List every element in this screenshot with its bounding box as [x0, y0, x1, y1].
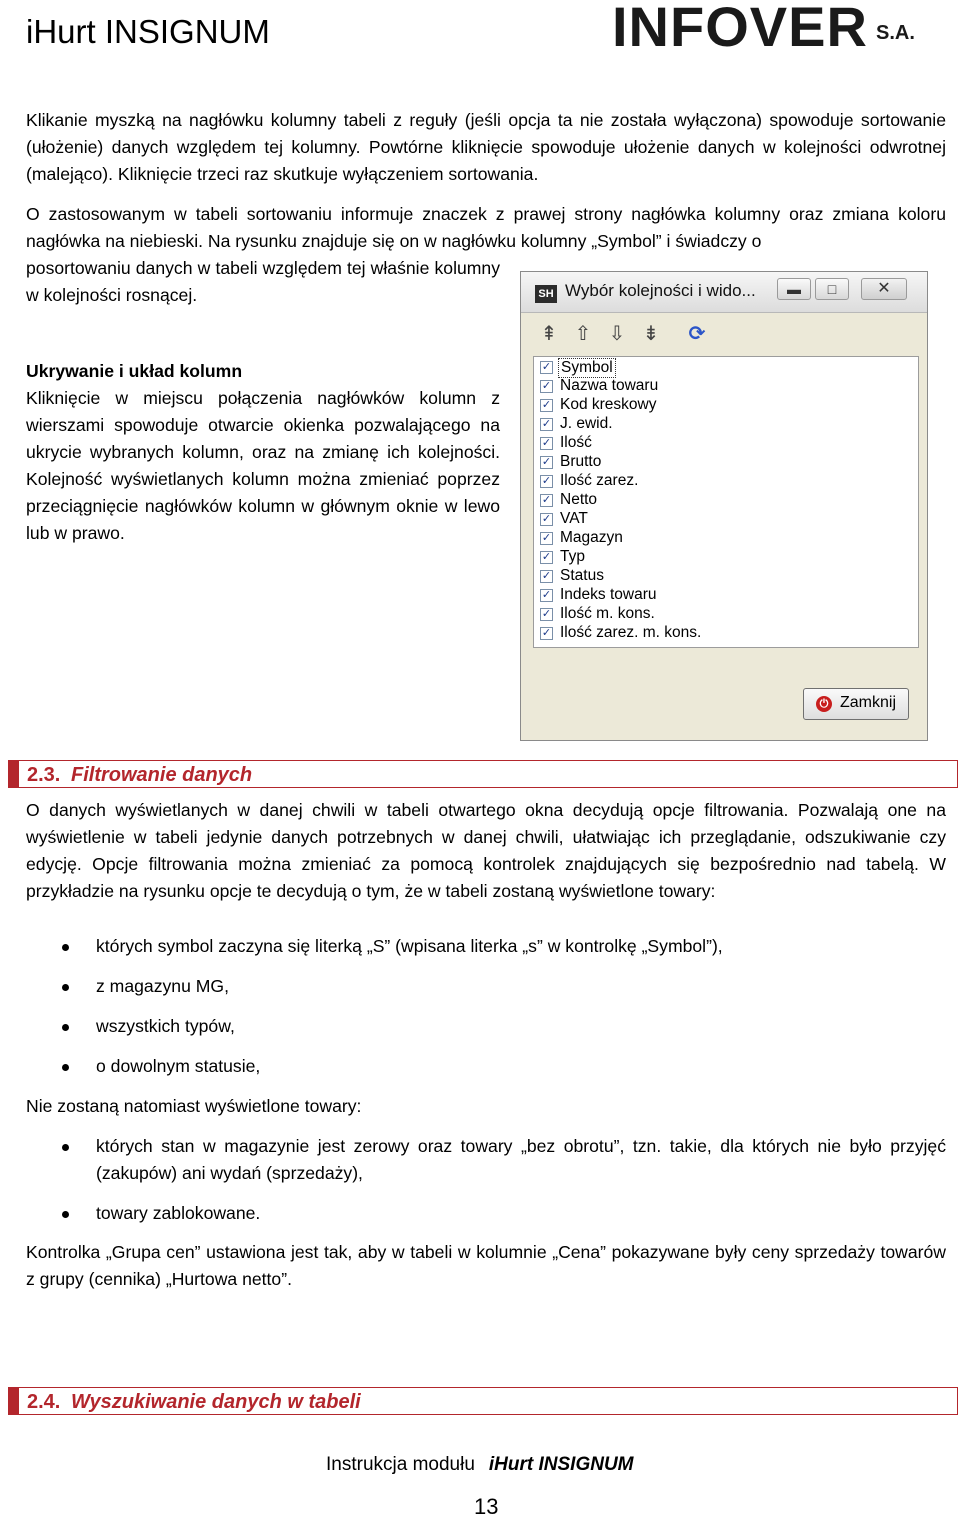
section-marker	[9, 761, 19, 787]
move-bottom-icon[interactable]: ⇟	[642, 323, 660, 345]
list-item-label: Ilość zarez. m. kons.	[560, 624, 702, 641]
list-item-text: z magazynu MG,	[96, 976, 229, 996]
checkbox[interactable]: ✓	[541, 551, 552, 563]
shown-items-list	[26, 933, 946, 1080]
section-number: 2.3.	[27, 764, 61, 786]
list-item	[26, 1133, 946, 1187]
section-title: Filtrowanie danych	[71, 764, 253, 786]
list-item-label: Ilość	[560, 434, 592, 451]
checkbox[interactable]: ✓	[541, 608, 552, 620]
list-item-label: Ilość zarez.	[560, 472, 639, 489]
paragraph-filtering: O danych wyświetlanych w danej chwili w tabeli otwartego okna decydują opcje filtrowania. Pozwalają one na wyświetlenie w tabeli jedynie danych potrzebnych w danej chwili, ułatwiając ich przeglądanie, odszukiwanie czy edycję. Opcje filtrowania można zmieniać za pomocą kontrolek znajdujących się bezpośrednio nad tabelą. W przykładzie na rysunku opcje te decydują o tym, że w tabeli zostaną wyświetlone towary:	[26, 800, 946, 901]
move-up-icon[interactable]: ⇧	[574, 323, 592, 345]
list-item-label: Netto	[560, 491, 598, 508]
infover-logo	[612, 0, 932, 58]
list-item-text: towary zablokowane.	[96, 1203, 261, 1223]
checkbox[interactable]: ✓	[541, 475, 552, 487]
paragraph-sort-indicator-cont: posortowaniu danych w tabeli względem tej właśnie kolumny w kolejności rosnącej.	[26, 258, 500, 305]
logo-main-text: INFOVER	[612, 0, 868, 58]
list-item-label: Indeks towaru	[560, 586, 657, 603]
power-icon: ⏻	[816, 696, 832, 712]
dialog-title-bar[interactable]	[521, 272, 927, 313]
list-item-label: Typ	[560, 548, 585, 565]
page-number: 13	[474, 1494, 499, 1519]
list-item-label: Symbol	[558, 358, 616, 378]
bullet-icon	[62, 1024, 69, 1031]
close-dialog-button[interactable]	[803, 688, 909, 720]
list-item-text: o dowolnym statusie,	[96, 1056, 261, 1076]
section-heading-2-4	[8, 1387, 958, 1415]
list-item-text: których symbol zaczyna się literką „S” (wpisana literka „s” w kontrolkę „Symbol”),	[96, 936, 723, 956]
logo-suffix-text: S.A.	[876, 22, 915, 44]
bullet-icon	[62, 1144, 69, 1151]
checkbox[interactable]: ✓	[541, 494, 552, 506]
paragraph-sorting: Klikanie myszką na nagłówku kolumny tabeli z reguły (jeśli opcja ta nie została wyłączona) spowoduje sortowanie (ułożenie) danych względem tej kolumny. Powtórne kliknięcie spowoduje ułożenie danych w kolejności odwrotnej (malejąco). Kliknięcie trzeci raz skutkuje wyłączeniem sortowania.	[26, 110, 946, 184]
bullet-icon	[62, 1211, 69, 1218]
move-down-icon[interactable]: ⇩	[608, 323, 626, 345]
checkbox[interactable]: ✓	[541, 399, 552, 411]
list-item-text: których stan w magazynie jest zerowy oraz towary „bez obrotu”, tzn. takie, dla których nie było przyjęć (zakupów) ani wydań (sprzedaży),	[96, 1136, 946, 1183]
list-item-label: Brutto	[560, 453, 602, 470]
list-item-label: VAT	[560, 510, 588, 527]
list-item-label: Kod kreskowy	[560, 396, 657, 413]
list-item	[26, 1013, 946, 1040]
refresh-icon[interactable]: ⟳	[688, 323, 706, 345]
checkbox[interactable]: ✓	[541, 437, 552, 449]
list-item	[26, 1053, 946, 1080]
minimize-button[interactable]: ▬	[777, 278, 811, 300]
checkbox[interactable]: ✓	[541, 570, 552, 582]
list-item-label: Nazwa towaru	[560, 377, 659, 394]
section-heading-2-3	[8, 760, 958, 788]
column-order-dialog	[520, 271, 928, 741]
checkbox[interactable]: ✓	[541, 513, 552, 525]
maximize-button[interactable]: □	[815, 278, 849, 300]
hidden-items-list	[26, 1133, 946, 1227]
footer	[326, 1454, 634, 1476]
list-item-text: wszystkich typów,	[96, 1016, 235, 1036]
checkbox[interactable]: ✓	[541, 532, 552, 544]
close-dialog-label: Zamknij	[840, 694, 897, 711]
checkbox[interactable]: ✓	[541, 418, 552, 430]
list-item-label: Magazyn	[560, 529, 623, 546]
checkbox[interactable]: ✓	[541, 627, 552, 639]
list-item-label: J. ewid.	[560, 415, 613, 432]
list-item-label: Ilość m. kons.	[560, 605, 655, 622]
checkbox[interactable]: ✓	[541, 456, 552, 468]
section-marker	[9, 1388, 19, 1414]
paragraph-not-shown: Nie zostaną natomiast wyświetlone towary:	[26, 1096, 362, 1116]
checkbox[interactable]: ✓	[541, 380, 552, 392]
close-window-button[interactable]: ✕	[861, 278, 907, 300]
subsection-text: Kliknięcie w miejscu połączenia nagłówków kolumn z wierszami spowoduje otwarcie okienka pozwalającego na ukrycie wybranych kolumn, oraz na zmianę ich kolejności. Kolejność wyświetlanych kolumn można zmieniać poprzez przeciągnięcie nagłówków kolumn w głównym oknie w lewo lub w prawo.	[26, 388, 500, 543]
dialog-title: Wybór kolejności i wido...	[565, 281, 756, 300]
footer-product: iHurt INSIGNUM	[488, 1454, 634, 1475]
move-top-icon[interactable]: ⇞	[540, 323, 558, 345]
dialog-toolbar	[531, 320, 917, 350]
subsection-columns	[26, 358, 500, 547]
list-item	[26, 973, 946, 1000]
app-icon: SH	[535, 285, 557, 303]
paragraph-sort-indicator: O zastosowanym w tabeli sortowaniu informuje znaczek z prawej strony nagłówka kolumny oraz zmiana koloru nagłówka na niebieski. Na rysunku znajduje się on w nagłówku kolumny „Symbol” i świadczy o	[26, 204, 946, 251]
checkbox[interactable]: ✓	[541, 361, 552, 373]
section-title: Wyszukiwanie danych w tabeli	[71, 1391, 361, 1413]
bullet-icon	[62, 1064, 69, 1071]
section-number: 2.4.	[27, 1391, 61, 1413]
list-item	[26, 933, 946, 960]
bullet-icon	[62, 944, 69, 951]
header-title: iHurt INSIGNUM	[26, 13, 270, 50]
bullet-icon	[62, 984, 69, 991]
list-item-label: Status	[560, 567, 604, 584]
column-list[interactable]	[533, 356, 919, 648]
subsection-heading: Ukrywanie i układ kolumn	[26, 361, 243, 381]
footer-text: Instrukcja modułu	[326, 1454, 475, 1475]
list-item	[26, 1200, 946, 1227]
checkbox[interactable]: ✓	[541, 589, 552, 601]
paragraph-price-group: Kontrolka „Grupa cen” ustawiona jest tak, aby w tabeli w kolumnie „Cena” pokazywane były ceny sprzedaży towarów z grupy (cennika) „Hurtowa netto”.	[26, 1242, 946, 1289]
